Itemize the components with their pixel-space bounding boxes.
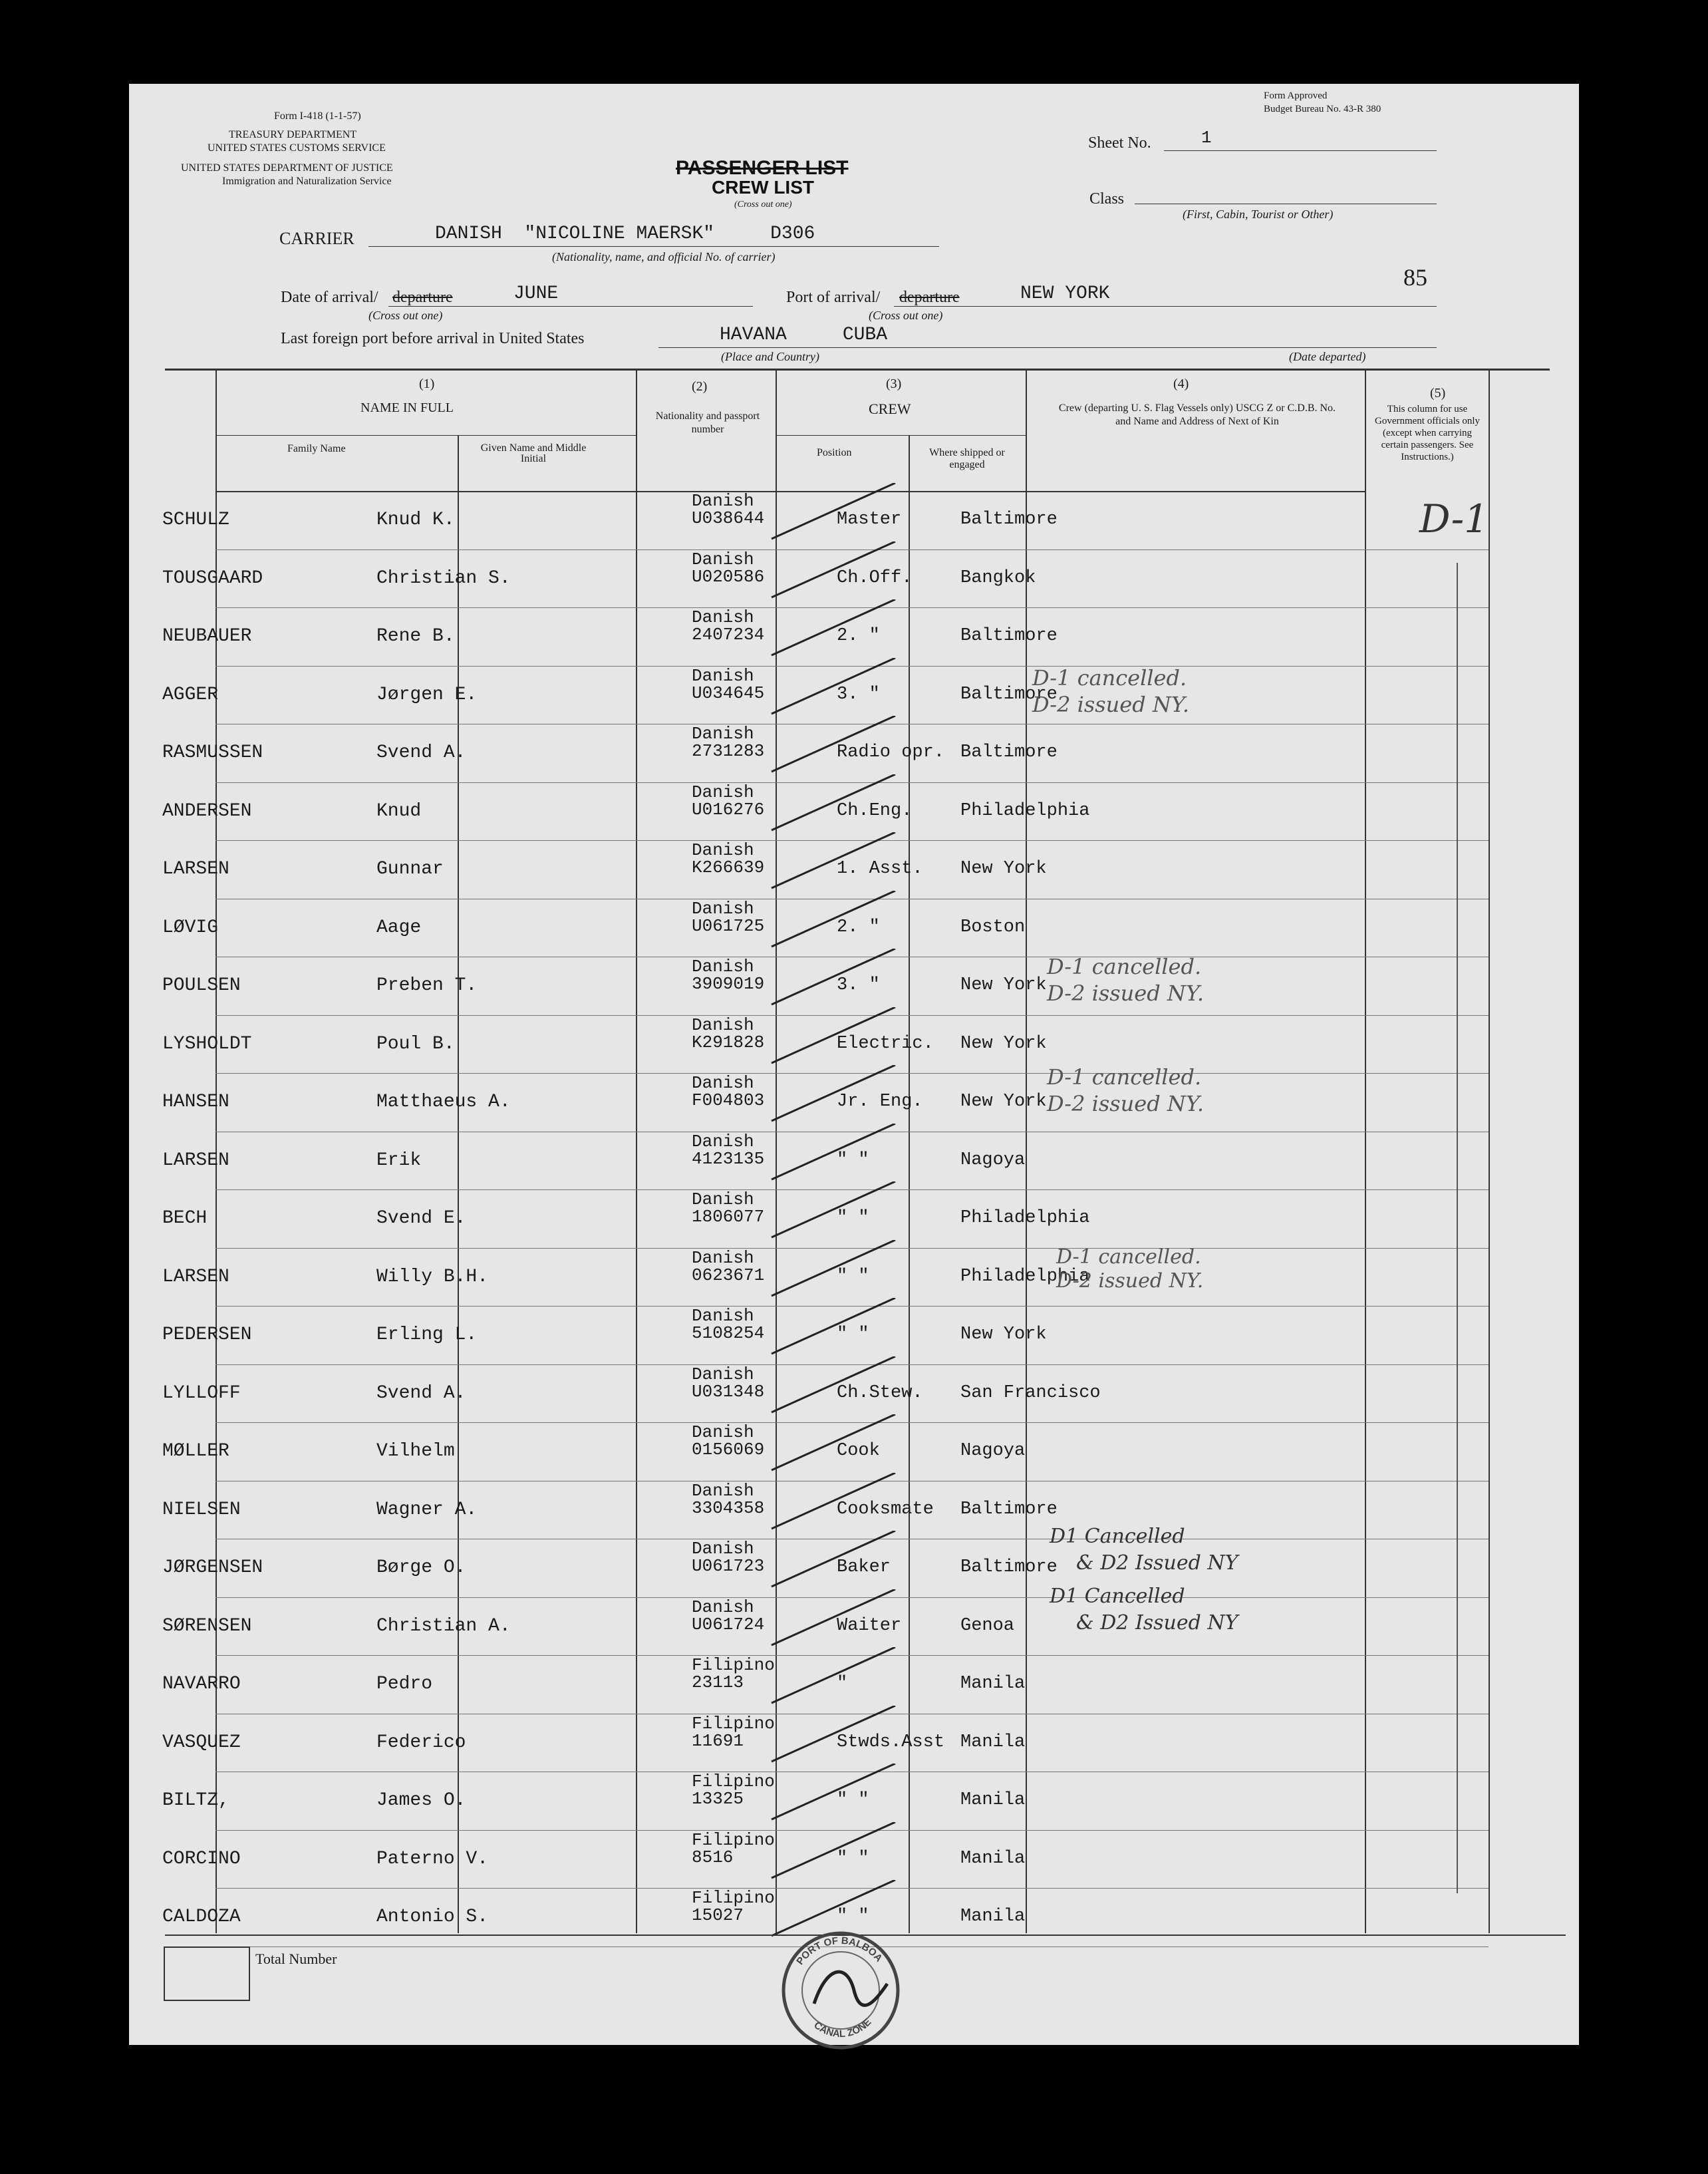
position-cell: " " <box>837 1790 869 1810</box>
family-name-cell: LARSEN <box>162 1150 229 1171</box>
crew-list-title: CREW LIST <box>712 177 814 198</box>
port-note: (Cross out one) <box>869 309 943 322</box>
passport-check-slash <box>769 1356 902 1416</box>
nationality-cell: Filipino <box>692 1888 775 1908</box>
nationality-cell: Danish <box>692 1073 754 1093</box>
annotation-sorensen-2: & D2 Issued NY <box>1076 1611 1238 1634</box>
nationality-cell: Danish <box>692 840 754 860</box>
family-name-cell: VASQUEZ <box>162 1732 241 1753</box>
passport-check-slash <box>769 1065 902 1125</box>
given-name-cell: Willy B.H. <box>376 1266 489 1287</box>
position-cell: Radio opr. <box>837 742 945 762</box>
given-name-cell: Pedro <box>376 1674 433 1694</box>
family-name-cell: TOUSGAARD <box>162 567 263 589</box>
nationality-cell: Danish <box>692 665 754 686</box>
stamp-top-text: PORT OF BALBOA <box>794 1935 885 1967</box>
passport-number-cell: 15027 <box>692 1905 744 1925</box>
passport-number-cell: 5108254 <box>692 1323 765 1343</box>
nationality-cell: Danish <box>692 491 754 511</box>
family-name-cell: AGGER <box>162 684 219 705</box>
name-in-full-header: NAME IN FULL <box>360 400 454 415</box>
budget-bureau: Budget Bureau No. 43-R 380 <box>1264 104 1381 114</box>
nationality-cell: Danish <box>692 898 754 919</box>
passport-check-slash <box>769 832 902 892</box>
family-name-cell: JØRGENSEN <box>162 1557 263 1578</box>
passport-check-slash <box>769 1822 902 1882</box>
position-cell: Cooksmate <box>837 1499 934 1519</box>
nationality-cell: Danish <box>692 1597 754 1617</box>
port-label: Port of arrival/ <box>786 289 881 306</box>
given-name-cell: Rene B. <box>376 626 455 647</box>
passport-check-slash <box>769 1473 902 1533</box>
position-cell: Stwds.Asst <box>837 1732 945 1752</box>
nationality-header: Nationality and passport number <box>655 410 760 435</box>
col2-number: (2) <box>692 379 708 394</box>
crew-header: CREW <box>869 400 911 417</box>
family-name-cell: PEDERSEN <box>162 1324 252 1345</box>
position-cell: " <box>837 1674 848 1694</box>
family-name-cell: BECH <box>162 1208 208 1229</box>
arrival-value: JUNE <box>513 283 559 304</box>
position-cell: Jr. Eng. <box>837 1092 923 1112</box>
class-note: (First, Cabin, Tourist or Other) <box>1183 208 1334 221</box>
given-name-cell: Aage <box>376 917 422 938</box>
nationality-cell: Danish <box>692 1480 754 1501</box>
where-shipped-cell: Philadelphia <box>960 800 1090 821</box>
given-name-cell: Wagner A. <box>376 1499 478 1520</box>
dept-line-2: UNITED STATES CUSTOMS SERVICE <box>208 142 386 154</box>
family-name-header: Family Name <box>287 443 346 454</box>
passport-check-slash <box>769 542 902 601</box>
passport-number-cell: 2407234 <box>692 625 765 645</box>
passport-check-slash <box>769 949 902 1009</box>
where-shipped-cell: Baltimore <box>960 684 1058 704</box>
arrival-struck: departure <box>392 289 453 306</box>
given-name-cell: James O. <box>376 1790 466 1811</box>
given-name-cell: Preben T. <box>376 975 478 996</box>
position-cell: 3. " <box>837 975 880 995</box>
given-name-cell: Jørgen E. <box>376 684 478 705</box>
passport-check-slash <box>769 1589 902 1649</box>
annotation-agger-2: D-2 issued NY. <box>1032 692 1190 717</box>
passport-number-cell: K266639 <box>692 857 765 877</box>
nationality-cell: Filipino <box>692 1713 775 1734</box>
passport-number-cell: 8516 <box>692 1847 734 1867</box>
family-name-cell: SØRENSEN <box>162 1615 252 1636</box>
nationality-cell: Danish <box>692 1131 754 1152</box>
given-name-cell: Erik <box>376 1150 422 1171</box>
passenger-list-struck: PASSENGER LIST <box>676 157 849 179</box>
port-value: NEW YORK <box>1020 283 1110 304</box>
position-cell: Ch.Stew. <box>837 1382 923 1403</box>
family-name-cell: BILTZ, <box>162 1790 229 1811</box>
given-name-cell: Svend A. <box>376 1382 466 1404</box>
where-shipped-cell: Nagoya <box>960 1441 1026 1461</box>
last-port-value: HAVANA CUBA <box>720 325 888 345</box>
given-name-cell: Erling L. <box>376 1324 478 1345</box>
arrival-note: (Cross out one) <box>368 309 443 322</box>
sheet-value: 1 <box>1201 128 1212 148</box>
family-name-cell: SCHULZ <box>162 510 229 530</box>
annotation-hansen-2: D-2 issued NY. <box>1047 1091 1205 1116</box>
nationality-cell: Danish <box>692 1422 754 1442</box>
given-name-cell: Federico <box>376 1732 466 1753</box>
family-name-cell: LYSHOLDT <box>162 1033 252 1054</box>
passport-check-slash <box>769 1240 902 1300</box>
position-cell: 3. " <box>837 684 880 704</box>
family-name-cell: NAVARRO <box>162 1674 241 1694</box>
passport-check-slash <box>769 658 902 718</box>
given-name-cell: Vilhelm <box>376 1441 455 1462</box>
where-shipped-cell: Manila <box>960 1848 1026 1869</box>
passport-check-slash <box>769 1414 902 1474</box>
total-number-box <box>164 1946 250 2001</box>
where-shipped-cell: Bangkok <box>960 567 1036 588</box>
carrier-note: (Nationality, name, and official No. of carrier) <box>552 250 776 263</box>
family-name-cell: POULSEN <box>162 975 241 996</box>
annotation-jorgensen-2: & D2 Issued NY <box>1076 1551 1238 1575</box>
col1-number: (1) <box>419 377 435 391</box>
position-header: Position <box>817 447 852 458</box>
title-cross-note: (Cross out one) <box>734 200 792 210</box>
position-cell: " " <box>837 1848 869 1869</box>
given-name-cell: Christian A. <box>376 1615 511 1636</box>
where-shipped-cell: Manila <box>960 1732 1026 1752</box>
where-shipped-cell: New York <box>960 1092 1047 1112</box>
family-name-cell: MØLLER <box>162 1441 229 1462</box>
dept-line-1: TREASURY DEPARTMENT <box>229 129 357 140</box>
passport-number-cell: U031348 <box>692 1381 765 1402</box>
family-name-cell: HANSEN <box>162 1092 229 1112</box>
position-cell: 2. " <box>837 626 880 646</box>
col4-number: (4) <box>1173 377 1189 391</box>
given-name-cell: Knud K. <box>376 510 455 530</box>
passport-number-cell: 23113 <box>692 1672 744 1692</box>
family-name-cell: NEUBAUER <box>162 626 252 647</box>
given-name-cell: Poul B. <box>376 1033 455 1054</box>
passport-number-cell: U034645 <box>692 683 765 703</box>
nationality-cell: Danish <box>692 1189 754 1209</box>
passport-number-cell: K291828 <box>692 1032 765 1052</box>
where-shipped-cell: Baltimore <box>960 742 1058 762</box>
family-name-cell: CORCINO <box>162 1848 241 1869</box>
date-departed-note: (Date departed) <box>1289 350 1366 363</box>
passport-check-slash <box>769 1706 902 1766</box>
where-shipped-cell: Baltimore <box>960 1557 1058 1577</box>
carrier-label: CARRIER <box>279 229 355 248</box>
sheet-label: Sheet No. <box>1088 134 1151 152</box>
given-name-cell: Matthaeus A. <box>376 1092 511 1112</box>
family-name-cell: LØVIG <box>162 917 219 938</box>
passport-number-cell: U061723 <box>692 1556 765 1576</box>
passport-number-cell: 0623671 <box>692 1265 765 1285</box>
family-name-cell: ANDERSEN <box>162 800 252 822</box>
where-shipped-header: Where shipped or engaged <box>929 447 1005 470</box>
document-page <box>129 84 1579 2045</box>
given-name-cell: Antonio S. <box>376 1907 489 1927</box>
last-port-label: Last foreign port before arrival in United States <box>281 330 585 347</box>
where-shipped-cell: Manila <box>960 1907 1026 1927</box>
where-shipped-cell: Nagoya <box>960 1150 1026 1170</box>
given-name-cell: Svend A. <box>376 742 466 763</box>
where-shipped-cell: New York <box>960 1033 1047 1054</box>
where-shipped-cell: San Francisco <box>960 1382 1101 1403</box>
where-shipped-cell: New York <box>960 1324 1047 1344</box>
nationality-cell: Filipino <box>692 1829 775 1850</box>
annotation-agger-1: D-1 cancelled. <box>1032 665 1187 691</box>
port-struck: departure <box>899 289 960 306</box>
position-cell: " " <box>837 1150 869 1170</box>
where-shipped-cell: Baltimore <box>960 1499 1058 1519</box>
given-name-header: Given Name and Middle Initial <box>480 442 587 464</box>
position-cell: " " <box>837 1907 869 1927</box>
family-name-cell: RASMUSSEN <box>162 742 263 763</box>
annotation-willy-2: D-2 issued NY. <box>1056 1269 1204 1293</box>
next-of-kin-header: Crew (departing U. S. Flag Vessels only) USCG Z or C.D.B. No. and Name and Address of Next of Kin <box>1058 402 1336 427</box>
position-cell: Master <box>837 510 902 530</box>
stamp-bottom-text: CANAL ZONE <box>811 2016 874 2040</box>
nationality-cell: Danish <box>692 1014 754 1035</box>
port-stamp <box>774 1924 907 2057</box>
passport-check-slash <box>769 1007 902 1067</box>
total-number-label: Total Number <box>255 1950 337 1967</box>
passport-check-slash <box>769 1298 902 1358</box>
passport-number-cell: 0156069 <box>692 1440 765 1460</box>
position-cell: Waiter <box>837 1615 902 1636</box>
position-cell: " " <box>837 1266 869 1287</box>
form-approved: Form Approved <box>1264 90 1328 101</box>
passport-check-slash <box>769 1764 902 1823</box>
position-cell: 2. " <box>837 917 880 937</box>
where-shipped-cell: Baltimore <box>960 510 1058 530</box>
passport-number-cell: U061724 <box>692 1614 765 1634</box>
passport-check-slash <box>769 599 902 659</box>
nationality-cell: Danish <box>692 1306 754 1326</box>
passport-number-cell: U016276 <box>692 799 765 820</box>
position-cell: Cook <box>837 1441 880 1461</box>
position-cell: " " <box>837 1324 869 1344</box>
form-number: Form I-418 (1-1-57) <box>274 110 361 122</box>
annotation-willy-1: D-1 cancelled. <box>1056 1245 1201 1269</box>
passport-number-cell: F004803 <box>692 1090 765 1110</box>
nationality-cell: Danish <box>692 1539 754 1559</box>
passport-number-cell: 11691 <box>692 1730 744 1751</box>
family-name-cell: LARSEN <box>162 1266 229 1287</box>
nationality-cell: Danish <box>692 607 754 627</box>
passport-number-cell: 1806077 <box>692 1207 765 1227</box>
passport-number-cell: 13325 <box>692 1789 744 1809</box>
position-cell: Electric. <box>837 1033 934 1054</box>
passport-number-cell: U061725 <box>692 915 765 936</box>
where-shipped-cell: New York <box>960 975 1047 995</box>
where-shipped-cell: Philadelphia <box>960 1208 1090 1228</box>
passport-number-cell: U038644 <box>692 508 765 528</box>
last-port-note: (Place and Country) <box>721 350 819 363</box>
given-name-cell: Svend E. <box>376 1208 466 1229</box>
annotation-poulsen-2: D-2 issued NY. <box>1047 981 1205 1006</box>
position-cell: Ch.Eng. <box>837 800 913 821</box>
nationality-cell: Filipino <box>692 1655 775 1675</box>
passport-check-slash <box>769 891 902 951</box>
passport-check-slash <box>769 483 902 543</box>
where-shipped-cell: Boston <box>960 917 1026 937</box>
passport-check-slash <box>769 1181 902 1241</box>
position-cell: 1. Asst. <box>837 859 923 879</box>
given-name-cell: Knud <box>376 800 422 822</box>
d1-mark: D-1 <box>1419 496 1489 542</box>
annotation-sorensen-1: D1 Cancelled <box>1050 1585 1185 1608</box>
passport-number-cell: 4123135 <box>692 1148 765 1169</box>
col5-number: (5) <box>1430 386 1446 400</box>
arrival-label: Date of arrival/ <box>281 289 378 306</box>
given-name-cell: Christian S. <box>376 567 511 589</box>
nationality-cell: Danish <box>692 724 754 744</box>
family-name-cell: NIELSEN <box>162 1499 241 1520</box>
passport-check-slash <box>769 1531 902 1591</box>
position-cell: " " <box>837 1208 869 1228</box>
annotation-jorgensen-1: D1 Cancelled <box>1050 1525 1185 1548</box>
carrier-value: DANISH "NICOLINE MAERSK" D306 <box>435 224 815 244</box>
class-label: Class <box>1089 190 1125 208</box>
nationality-cell: Danish <box>692 957 754 977</box>
passport-number-cell: 2731283 <box>692 741 765 761</box>
position-cell: Baker <box>837 1557 891 1577</box>
passport-number-cell: 3304358 <box>692 1497 765 1518</box>
family-name-cell: LYLLOFF <box>162 1382 241 1404</box>
passport-number-cell: 3909019 <box>692 974 765 994</box>
annotation-hansen-1: D-1 cancelled. <box>1047 1064 1202 1090</box>
svg-text:CANAL ZONE <box>811 2016 873 2040</box>
nationality-cell: Filipino <box>692 1772 775 1791</box>
passport-check-slash <box>769 716 902 776</box>
dept-line-3: UNITED STATES DEPARTMENT OF JUSTICE <box>181 162 393 174</box>
family-name-cell: LARSEN <box>162 859 229 879</box>
col3-number: (3) <box>886 377 902 391</box>
where-shipped-cell: Manila <box>960 1674 1026 1694</box>
nationality-cell: Danish <box>692 1364 754 1384</box>
given-name-cell: Paterno V. <box>376 1848 489 1869</box>
annotation-poulsen-1: D-1 cancelled. <box>1047 954 1202 979</box>
svg-text:PORT OF BALBOA <box>794 1935 885 1967</box>
nationality-cell: Danish <box>692 549 754 569</box>
passport-check-slash <box>769 774 902 834</box>
family-name-cell: CALDOZA <box>162 1907 241 1927</box>
official-use-header: This column for use Government officials only (except when carrying certain passengers. See Instructions.) <box>1374 404 1481 462</box>
nationality-cell: Danish <box>692 1247 754 1268</box>
where-shipped-cell: Genoa <box>960 1615 1015 1636</box>
given-name-cell: Gunnar <box>376 859 444 879</box>
passport-number-cell: U020586 <box>692 566 765 587</box>
passport-check-slash <box>769 1124 902 1183</box>
position-cell: Ch.Off. <box>837 567 913 588</box>
where-shipped-cell: New York <box>960 859 1047 879</box>
dept-line-4: Immigration and Naturalization Service <box>222 176 392 187</box>
where-shipped-cell: Manila <box>960 1790 1026 1810</box>
where-shipped-cell: Philadelphia <box>960 1266 1090 1287</box>
where-shipped-cell: Baltimore <box>960 626 1058 646</box>
given-name-cell: Børge O. <box>376 1557 466 1578</box>
passport-check-slash <box>769 1647 902 1707</box>
nationality-cell: Danish <box>692 782 754 802</box>
page-number: 85 <box>1403 264 1427 291</box>
